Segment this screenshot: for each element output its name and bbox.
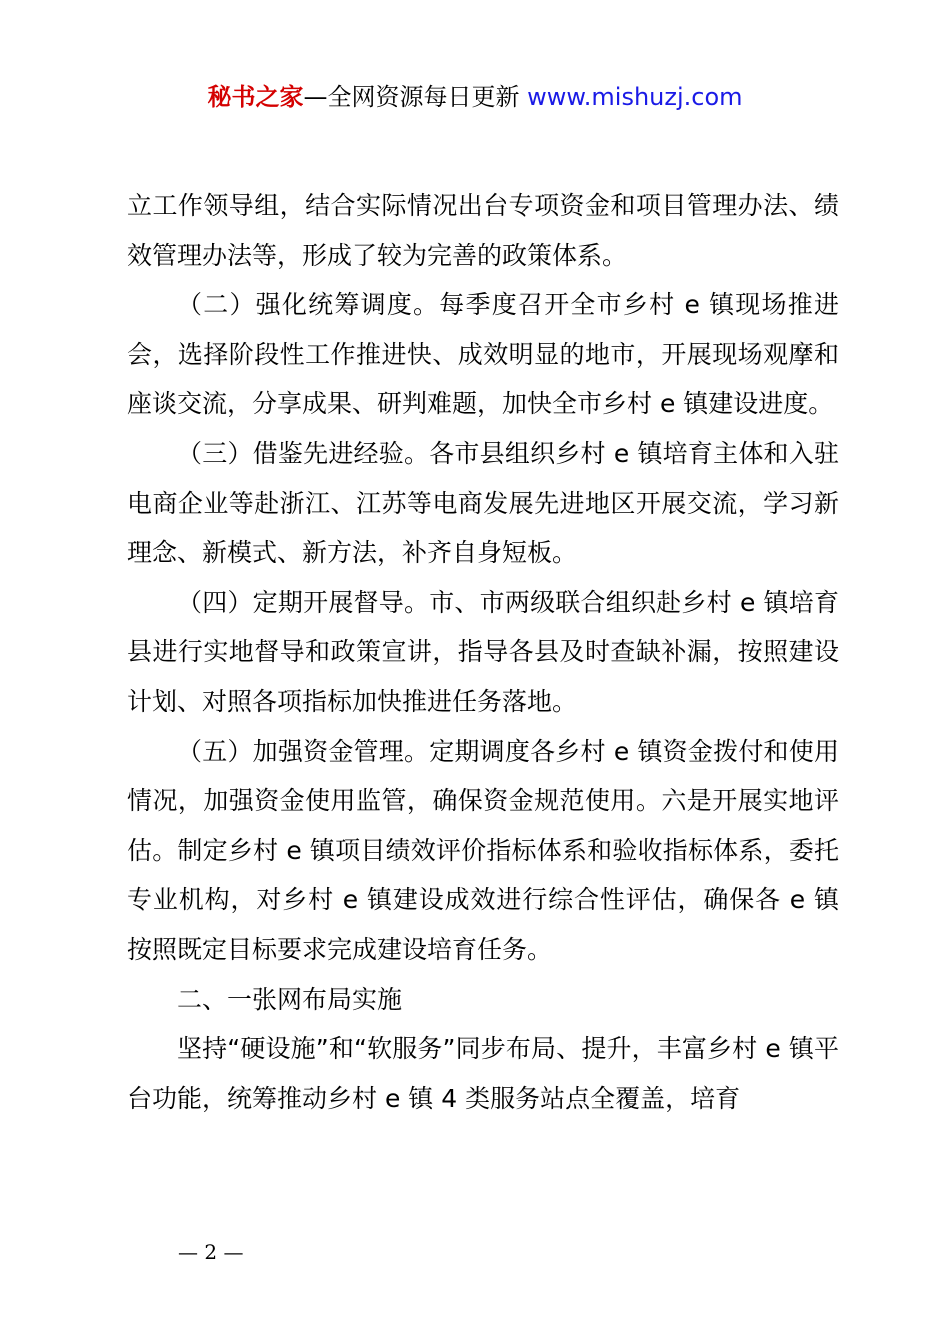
document-body [127,181,839,1123]
page-number: — 2 — [178,1240,244,1264]
site-header [0,80,950,114]
paragraph-section-3: （三）借鉴先进经验。各市县组织乡村 e 镇培育主体和入驻电商企业等赴浙江、江苏等电商发展先进地区开展交流，学习新理念、新模式、新方法，补齐自身短板。 [127,438,839,568]
section-heading: 二、一张网布局实施 [177,984,403,1014]
site-tagline: —全网资源每日更新 [303,83,520,111]
paragraph-continuation: 立工作领导组，结合实际情况出台专项资金和项目管理办法、绩效管理办法等，形成了较为完善的政策体系。 [127,191,839,270]
paragraph-section-body: 坚持“硬设施”和“软服务”同步布局、提升，丰富乡村 e 镇平台功能，统筹推动乡村 e 镇 4 类服务站点全覆盖，培育 [127,1034,839,1113]
paragraph-section-5: （五）加强资金管理。定期调度各乡村 e 镇资金拨付和使用情况，加强资金使用监管，确保资金规范使用。六是开展实地评估。制定乡村 e 镇项目绩效评价指标体系和验收指标体系，委托专业机构，对乡村 e 镇建设成效进行综合性评估，确保各 e 镇按照既定目标要求完成建设培育任务。 [127,736,839,964]
site-brand: 秘书之家 [207,83,304,111]
site-url-link[interactable]: www.mishuzj.com [527,83,743,111]
paragraph-section-2: （二）强化统筹调度。每季度召开全市乡村 e 镇现场推进会，选择阶段性工作推进快、成效明显的地市，开展现场观摩和座谈交流，分享成果、研判难题，加快全市乡村 e 镇建设进度。 [127,290,839,419]
paragraph-section-4: （四）定期开展督导。市、市两级联合组织赴乡村 e 镇培育县进行实地督导和政策宣讲，指导各县及时查缺补漏，按照建设计划、对照各项指标加快推进任务落地。 [127,587,839,716]
